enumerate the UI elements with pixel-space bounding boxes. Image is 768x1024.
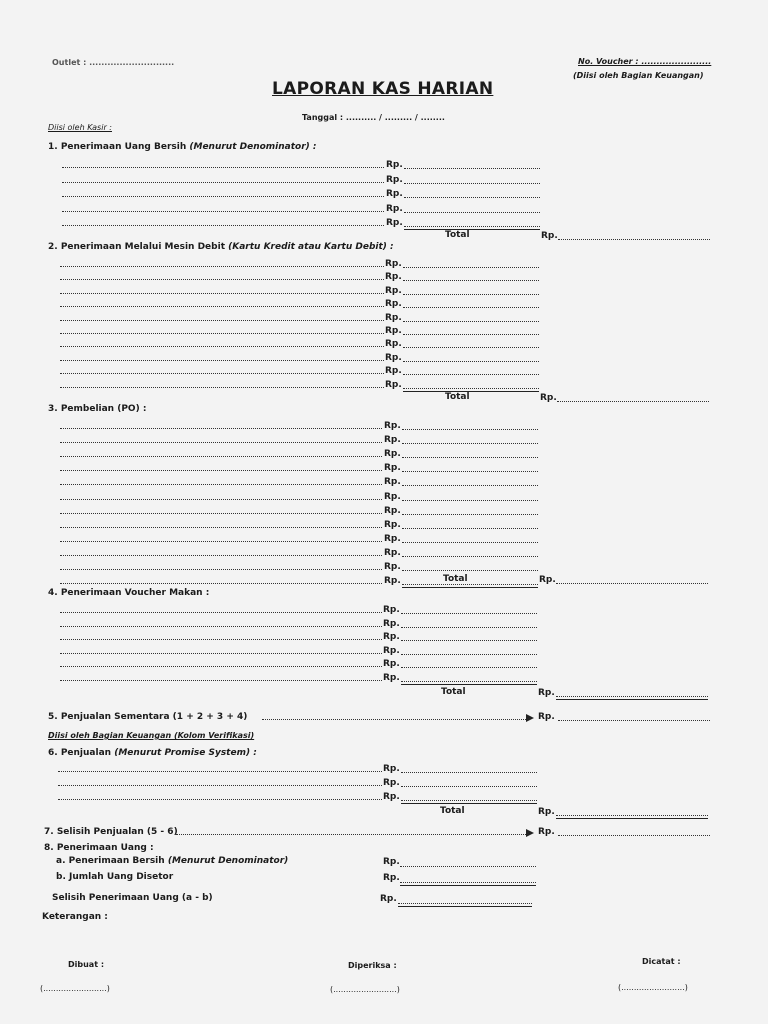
section-3-total-rp: Rp. (539, 575, 556, 585)
section-1-amount-field[interactable] (404, 168, 540, 169)
section-6-amount-field[interactable] (401, 772, 537, 773)
section-2-rp-label: Rp. (385, 259, 402, 269)
section-1-rp-label: Rp. (386, 218, 403, 228)
section-4-amount-field[interactable] (401, 654, 537, 655)
section-3-rp-label: Rp. (384, 576, 401, 586)
section-3-description-field[interactable] (60, 428, 382, 429)
section-6-sum-line (401, 803, 537, 804)
section-4-amount-field[interactable] (401, 667, 537, 668)
section-1-description-field[interactable] (62, 167, 384, 168)
section-3-description-field[interactable] (60, 470, 382, 471)
section-8a-amount-field[interactable] (400, 866, 536, 867)
section-3-title: 3. Pembelian (PO) : (48, 404, 147, 414)
section-2-rp-label: Rp. (385, 299, 402, 309)
section-3-rp-label: Rp. (384, 506, 401, 516)
section-1-description-field[interactable] (62, 211, 384, 212)
section-4-total-rp: Rp. (538, 688, 555, 698)
section-3-rp-label: Rp. (384, 463, 401, 473)
section-3-rp-label: Rp. (384, 548, 401, 558)
money-difference-underline (398, 906, 532, 907)
section-3-amount-field[interactable] (402, 429, 538, 430)
section-7-title: 7. Selisih Penjualan (5 - 6) (44, 827, 178, 837)
section-3-amount-field[interactable] (402, 471, 538, 472)
section-2-amount-field[interactable] (403, 294, 539, 295)
section-1-description-field[interactable] (62, 182, 384, 183)
money-difference-rp: Rp. (380, 894, 397, 904)
section-1-sum-line (404, 229, 540, 230)
section-4-rp-label: Rp. (383, 646, 400, 656)
section-1-amount-field[interactable] (404, 197, 540, 198)
section-2-rp-label: Rp. (385, 339, 402, 349)
recorded-by-label: Dicatat : (642, 957, 681, 966)
section-8b-amount-field[interactable] (400, 882, 536, 883)
section-3-amount-field[interactable] (402, 528, 538, 529)
section-3-amount-field[interactable] (402, 443, 538, 444)
section-7-leader (176, 834, 526, 835)
section-1-description-field[interactable] (62, 225, 384, 226)
section-6-total-rp: Rp. (538, 807, 555, 817)
section-4-rp-label: Rp. (383, 605, 400, 615)
section-1-amount-field[interactable] (404, 226, 540, 227)
section-1-rp-label: Rp. (386, 160, 403, 170)
section-3-amount-field[interactable] (402, 570, 538, 571)
section-8b-label: b. Jumlah Uang Disetor (56, 872, 174, 882)
checked-by-signature[interactable]: (.........................) (330, 985, 400, 994)
section-3-total-amount-field[interactable] (556, 583, 708, 584)
section-2-rp-label: Rp. (385, 380, 402, 390)
section-4-description-field[interactable] (60, 626, 382, 627)
section-3-rp-label: Rp. (384, 562, 401, 572)
section-3-sum-line (402, 587, 538, 588)
section-3-amount-field[interactable] (402, 542, 538, 543)
section-1-rp-label: Rp. (386, 204, 403, 214)
section-3-description-field[interactable] (60, 527, 382, 528)
section-4-rp-label: Rp. (383, 673, 400, 683)
section-2-description-field[interactable] (60, 293, 384, 294)
section-1-total-label: Total (445, 230, 470, 240)
section-3-rp-label: Rp. (384, 477, 401, 487)
section-3-amount-field[interactable] (402, 485, 538, 486)
section-2-total-amount-field[interactable] (557, 401, 709, 402)
date-field[interactable]: Tanggal : .......... / ......... / ........ (302, 113, 445, 122)
section-4-description-field[interactable] (60, 612, 382, 613)
section-4-rp-label: Rp. (383, 659, 400, 669)
section-6-title: 6. Penjualan (Menurut Promise System) : (48, 748, 257, 758)
section-2-total-rp: Rp. (540, 393, 557, 403)
section-8a-label: a. Penerimaan Bersih (Menurut Denominator) (56, 856, 289, 866)
section-2-rp-label: Rp. (385, 353, 402, 363)
section-3-description-field[interactable] (60, 541, 382, 542)
section-5-amount-field[interactable] (558, 720, 710, 721)
section-2-description-field[interactable] (60, 360, 384, 361)
section-7-arrow-icon (526, 829, 534, 837)
section-4-amount-field[interactable] (401, 613, 537, 614)
section-2-amount-field[interactable] (403, 334, 539, 335)
cashier-note: Diisi oleh Kasir : (48, 123, 112, 132)
section-1-total-rp: Rp. (541, 231, 558, 241)
section-4-amount-field[interactable] (401, 681, 537, 682)
section-6-rp-label: Rp. (383, 778, 400, 788)
section-7-amount-field[interactable] (558, 835, 710, 836)
made-by-signature[interactable]: (.........................) (40, 984, 110, 993)
section-3-rp-label: Rp. (384, 435, 401, 445)
recorded-by-signature[interactable]: (.........................) (618, 983, 688, 992)
notes-label: Keterangan : (42, 912, 108, 922)
voucher-number-field[interactable]: No. Voucher : ....................... (578, 57, 712, 66)
money-difference-label: Selisih Penerimaan Uang (a - b) (52, 893, 213, 903)
section-6-total-underline (556, 818, 708, 819)
section-3-description-field[interactable] (60, 499, 382, 500)
checked-by-label: Diperiksa : (348, 961, 397, 970)
section-3-rp-label: Rp. (384, 492, 401, 502)
section-4-rp-label: Rp. (383, 619, 400, 629)
section-1-description-field[interactable] (62, 196, 384, 197)
section-1-total-amount-field[interactable] (558, 239, 710, 240)
section-6-description-field[interactable] (58, 771, 382, 772)
made-by-label: Dibuat : (68, 960, 105, 969)
section-3-amount-field[interactable] (402, 514, 538, 515)
section-6-rp-label: Rp. (383, 792, 400, 802)
section-4-amount-field[interactable] (401, 627, 537, 628)
section-2-rp-label: Rp. (385, 313, 402, 323)
section-2-title: 2. Penerimaan Melalui Mesin Debit (Kartu Kredit atau Kartu Debit) : (48, 242, 394, 252)
section-2-amount-field[interactable] (403, 280, 539, 281)
section-2-rp-label: Rp. (385, 366, 402, 376)
section-3-description-field[interactable] (60, 484, 382, 485)
section-2-amount-field[interactable] (403, 267, 539, 268)
section-4-sum-line (401, 684, 537, 685)
section-1-amount-field[interactable] (404, 212, 540, 213)
section-4-title: 4. Penerimaan Voucher Makan : (48, 588, 210, 598)
section-3-amount-field[interactable] (402, 500, 538, 501)
section-6-total-amount-field[interactable] (556, 815, 708, 816)
section-2-description-field[interactable] (60, 266, 384, 267)
section-2-description-field[interactable] (60, 306, 384, 307)
section-8a-rp: Rp. (383, 857, 400, 867)
section-6-amount-field[interactable] (401, 800, 537, 801)
money-difference-amount-field[interactable] (398, 903, 532, 904)
section-4-amount-field[interactable] (401, 640, 537, 641)
section-5-arrow-icon (526, 714, 534, 722)
section-3-rp-label: Rp. (384, 520, 401, 530)
section-8b-underline (400, 885, 536, 886)
section-3-rp-label: Rp. (384, 534, 401, 544)
voucher-note: (Diisi oleh Bagian Keuangan) (573, 71, 704, 80)
section-6-description-field[interactable] (58, 785, 382, 786)
section-8-title: 8. Penerimaan Uang : (44, 843, 154, 853)
section-4-total-amount-field[interactable] (556, 696, 708, 697)
section-4-total-label: Total (441, 687, 466, 697)
section-2-amount-field[interactable] (403, 347, 539, 348)
section-3-description-field[interactable] (60, 442, 382, 443)
section-2-description-field[interactable] (60, 346, 384, 347)
section-4-description-field[interactable] (60, 666, 382, 667)
section-3-amount-field[interactable] (402, 584, 538, 585)
section-2-rp-label: Rp. (385, 286, 402, 296)
section-2-amount-field[interactable] (403, 321, 539, 322)
section-4-description-field[interactable] (60, 653, 382, 654)
section-3-rp-label: Rp. (384, 449, 401, 459)
section-2-rp-label: Rp. (385, 326, 402, 336)
section-6-description-field[interactable] (58, 799, 382, 800)
section-1-rp-label: Rp. (386, 175, 403, 185)
section-3-rp-label: Rp. (384, 421, 401, 431)
section-1-title: 1. Penerimaan Uang Bersih (Menurut Denominator) : (48, 142, 317, 152)
section-5-leader (262, 719, 526, 720)
section-2-amount-field[interactable] (403, 361, 539, 362)
section-3-description-field[interactable] (60, 583, 382, 584)
section-3-amount-field[interactable] (402, 556, 538, 557)
section-1-rp-label: Rp. (386, 189, 403, 199)
section-3-description-field[interactable] (60, 513, 382, 514)
finance-verification-note: Diisi oleh Bagian Keuangan (Kolom Verifikasi) (48, 731, 255, 740)
section-2-sum-line (403, 391, 539, 392)
section-2-amount-field[interactable] (403, 374, 539, 375)
section-2-description-field[interactable] (60, 387, 384, 388)
section-3-description-field[interactable] (60, 456, 382, 457)
section-5-title: 5. Penjualan Sementara (1 + 2 + 3 + 4) (48, 712, 248, 722)
section-7-rp: Rp. (538, 827, 555, 837)
section-3-amount-field[interactable] (402, 457, 538, 458)
section-6-amount-field[interactable] (401, 786, 537, 787)
section-2-description-field[interactable] (60, 279, 384, 280)
section-6-rp-label: Rp. (383, 764, 400, 774)
page-title: LAPORAN KAS HARIAN (272, 79, 494, 99)
section-3-description-field[interactable] (60, 555, 382, 556)
section-4-total-underline (556, 699, 708, 700)
section-5-rp: Rp. (538, 712, 555, 722)
section-8b-rp: Rp. (383, 873, 400, 883)
section-3-total-label: Total (443, 574, 468, 584)
section-3-description-field[interactable] (60, 569, 382, 570)
section-1-amount-field[interactable] (404, 183, 540, 184)
section-2-rp-label: Rp. (385, 272, 402, 282)
section-2-amount-field[interactable] (403, 307, 539, 308)
section-2-total-label: Total (445, 392, 470, 402)
section-2-description-field[interactable] (60, 320, 384, 321)
outlet-field[interactable]: Outlet : ............................ (52, 58, 175, 67)
section-6-total-label: Total (440, 806, 465, 816)
section-2-description-field[interactable] (60, 373, 384, 374)
section-2-description-field[interactable] (60, 333, 384, 334)
section-4-description-field[interactable] (60, 639, 382, 640)
section-4-description-field[interactable] (60, 680, 382, 681)
section-2-amount-field[interactable] (403, 388, 539, 389)
section-4-rp-label: Rp. (383, 632, 400, 642)
